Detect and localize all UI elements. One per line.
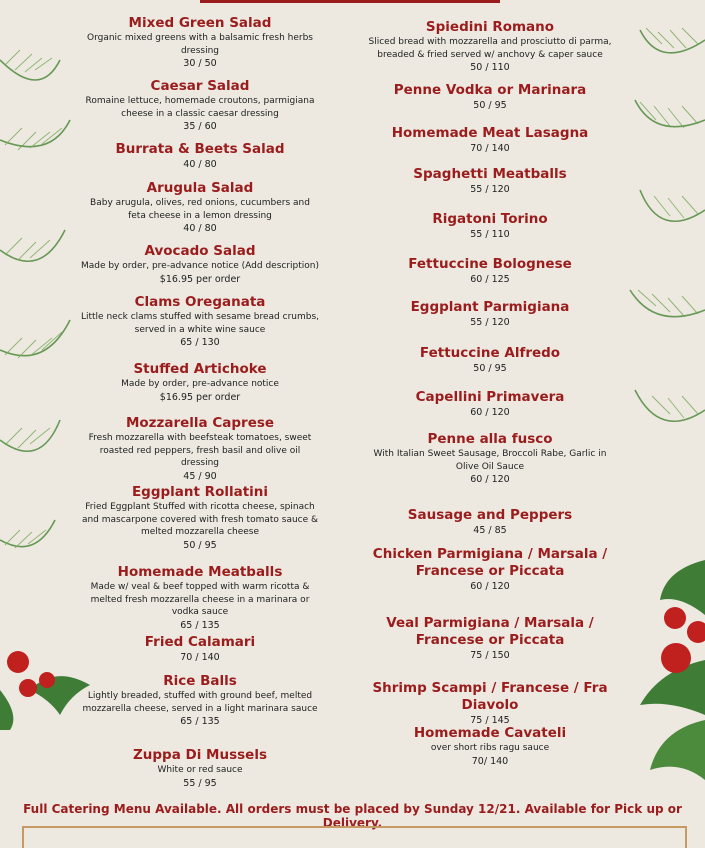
menu-item-title: Eggplant Rollatini xyxy=(131,484,269,500)
top-rule xyxy=(200,0,500,3)
holly-right-icon xyxy=(620,540,705,790)
menu-item xyxy=(80,141,320,172)
menu-item-title: Clams Oreganata xyxy=(134,294,266,310)
menu-item-title: Avocado Salad xyxy=(144,243,256,259)
menu-item xyxy=(365,725,615,769)
pine-branch-left-icon xyxy=(0,20,80,620)
catering-footer-note: Full Catering Menu Available. All orders must be placed by Sunday 12/21. Available for Pick up or Delivery. xyxy=(23,802,682,830)
menu-item-price: 40 / 80 xyxy=(183,223,217,234)
menu-item-price: 75 / 145 xyxy=(470,715,510,726)
menu-item xyxy=(365,431,615,487)
menu-item-title: Eggplant Parmigiana xyxy=(410,299,570,315)
menu-item xyxy=(365,125,615,156)
menu-item xyxy=(365,507,615,538)
menu-item-price: 65 / 135 xyxy=(180,716,220,727)
menu-item-title: Fried Calamari xyxy=(144,634,256,650)
menu-item-price: 50 / 110 xyxy=(470,62,510,73)
menu-item-price: 50 / 95 xyxy=(473,363,507,374)
menu-item-title: Homemade Meatballs xyxy=(117,564,283,580)
menu-item xyxy=(80,180,320,236)
menu-item-description: Romaine lettuce, homemade croutons, parmigiana cheese in a classic caesar dressing xyxy=(85,96,315,119)
menu-item-title: Shrimp Scampi / Francese / Fra Diavolo xyxy=(372,680,608,713)
menu-item-price: 50 / 95 xyxy=(473,100,507,111)
menu-item-price: 50 / 95 xyxy=(183,539,217,551)
menu-item-description: Made by order, pre-advance notice xyxy=(121,379,279,389)
menu-item-price: $16.95 per order xyxy=(159,391,241,403)
menu-item-price: 55 / 120 xyxy=(470,184,510,195)
menu-item-title: Penne alla fusco xyxy=(427,431,553,447)
menu-item-price: $16.95 per order xyxy=(159,273,241,285)
menu-item xyxy=(80,78,320,134)
menu-item-title: Mixed Green Salad xyxy=(128,15,272,31)
menu-item-title: Caesar Salad xyxy=(150,78,250,94)
menu-item-description: Made by order, pre-advance notice (Add description) xyxy=(80,261,320,271)
menu-item-title: Capellini Primavera xyxy=(415,389,565,405)
menu-item xyxy=(365,680,615,728)
menu-item-price: 70/ 140 xyxy=(471,755,509,767)
menu-item-description: Fried Eggplant Stuffed with ricotta cheese, spinach and mascarpone covered with fresh tomato sauce & melted mozzarella cheese xyxy=(81,502,319,537)
menu-item-description: Lightly breaded, stuffed with ground beef, melted mozzarella cheese, served in a light marinara sauce xyxy=(82,691,318,714)
menu-item xyxy=(365,19,615,75)
menu-item-price: 60 / 120 xyxy=(470,407,510,418)
menu-item-price: 55 / 110 xyxy=(470,229,510,240)
menu-item-price: 60 / 120 xyxy=(470,581,510,592)
menu-item-price: 60 / 125 xyxy=(470,274,510,285)
menu-item xyxy=(80,415,320,484)
menu-item-title: Zuppa Di Mussels xyxy=(132,747,267,763)
menu-item xyxy=(80,747,320,791)
menu-item-description: Organic mixed greens with a balsamic fresh herbs dressing xyxy=(87,33,313,56)
menu-item xyxy=(80,243,320,287)
menu-item xyxy=(365,389,615,420)
menu-item xyxy=(80,361,320,405)
menu-item-description: Sliced bread with mozzarella and prosciutto di parma, breaded & fried served w/ anchovy & caper sauce xyxy=(368,37,612,60)
menu-item xyxy=(80,564,320,633)
menu-item xyxy=(365,615,615,663)
menu-item-title: Rice Balls xyxy=(163,673,237,689)
menu-item-title: Fettuccine Alfredo xyxy=(419,345,561,361)
menu-item-title: Arugula Salad xyxy=(146,180,254,196)
pine-branch-right-icon xyxy=(610,10,705,490)
menu-item-title: Fettuccine Bolognese xyxy=(408,256,572,272)
menu-item-description: White or red sauce xyxy=(157,765,243,775)
menu-item xyxy=(80,634,320,665)
menu-item-price: 40 / 80 xyxy=(183,159,217,170)
menu-item-description: Fresh mozzarella with beefsteak tomatoes, sweet roasted red peppers, fresh basil and olive oil dressing xyxy=(88,433,312,468)
menu-item-description: With Italian Sweet Sausage, Broccoli Rabe, Garlic in Olive Oil Sauce xyxy=(373,449,607,472)
menu-item-description: Made w/ veal & beef topped with warm ricotta & melted fresh mozzarella cheese in a marinara or vodka sauce xyxy=(90,582,310,617)
menu-item-title: Stuffed Artichoke xyxy=(133,361,267,377)
menu-item-title: Penne Vodka or Marinara xyxy=(393,82,587,98)
menu-item-price: 60 / 120 xyxy=(470,474,510,485)
menu-item-price: 65 / 130 xyxy=(180,337,220,348)
menu-item xyxy=(80,673,320,729)
menu-item-description: Baby arugula, olives, red onions, cucumbers and feta cheese in a lemon dressing xyxy=(90,198,310,221)
menu-item-price: 35 / 60 xyxy=(183,121,217,132)
menu-item xyxy=(365,345,615,376)
menu-item-title: Spaghetti Meatballs xyxy=(413,166,567,182)
menu-item-price: 45 / 90 xyxy=(183,470,217,482)
menu-item-description: over short ribs ragu sauce xyxy=(430,743,550,753)
menu-item-description: Little neck clams stuffed with sesame bread crumbs, served in a white wine sauce xyxy=(80,312,320,335)
menu-item-title: Sausage and Peppers xyxy=(407,507,573,523)
menu-item-price: 70 / 140 xyxy=(470,143,510,154)
menu-item-title: Mozzarella Caprese xyxy=(125,415,275,431)
menu-item-price: 75 / 150 xyxy=(470,650,510,661)
menu-item-title: Homemade Meat Lasagna xyxy=(391,125,589,141)
menu-item xyxy=(80,15,320,71)
menu-item-title: Burrata & Beets Salad xyxy=(115,141,285,157)
menu-item xyxy=(80,294,320,350)
menu-item xyxy=(365,546,615,594)
menu-item xyxy=(365,82,615,113)
menu-item-price: 70 / 140 xyxy=(180,652,220,663)
menu-item-price: 55 / 95 xyxy=(183,777,217,789)
menu-item-title: Homemade Cavateli xyxy=(413,725,567,741)
menu-item xyxy=(365,211,615,242)
menu-item-price: 65 / 135 xyxy=(180,619,220,631)
bottom-frame xyxy=(22,826,687,848)
menu-item xyxy=(365,256,615,287)
menu-item-title: Spiedini Romano xyxy=(425,19,555,35)
menu-item xyxy=(80,484,320,553)
menu-item xyxy=(365,166,615,197)
menu-item xyxy=(365,299,615,330)
menu-item-price: 30 / 50 xyxy=(183,58,217,69)
menu-item-title: Chicken Parmigiana / Marsala / Francese or Piccata xyxy=(372,546,608,579)
menu-item-price: 55 / 120 xyxy=(470,317,510,328)
menu-item-title: Veal Parmigiana / Marsala / Francese or Piccata xyxy=(386,615,594,648)
menu-item-price: 45 / 85 xyxy=(473,525,507,536)
menu-item-title: Rigatoni Torino xyxy=(432,211,548,227)
